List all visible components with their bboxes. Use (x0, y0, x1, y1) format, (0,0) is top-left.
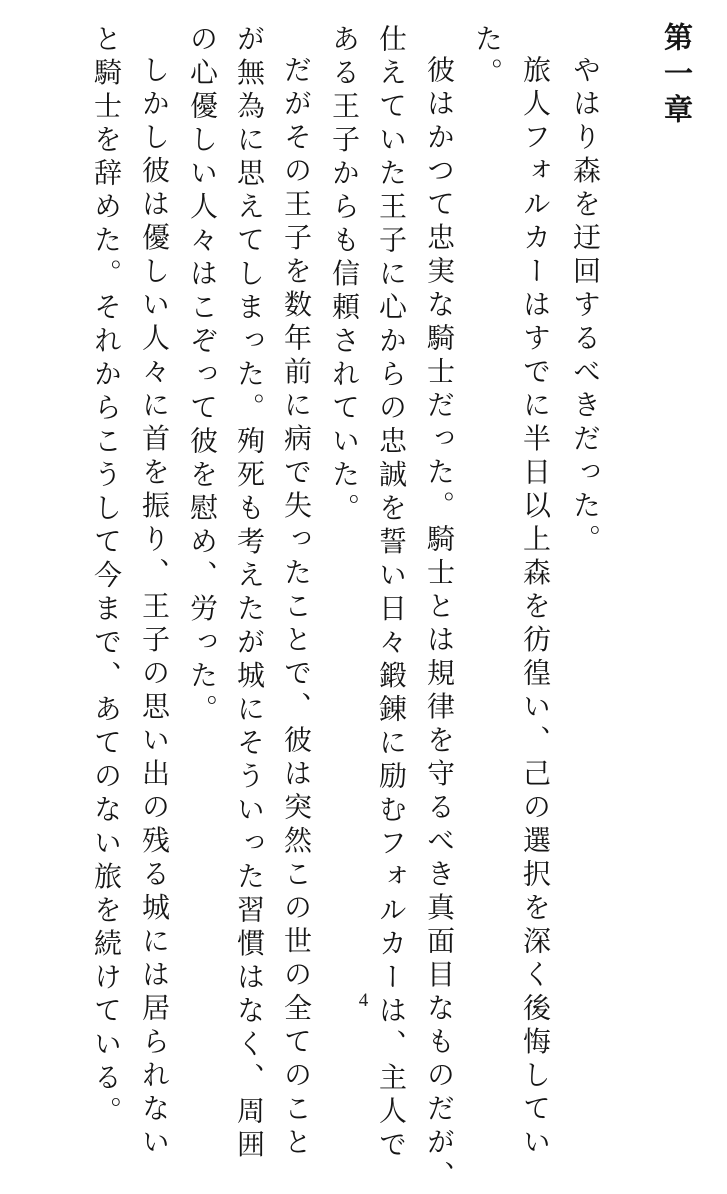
text-line-1: やはり森を迂回するべきだった。 (569, 55, 602, 558)
text-line-6: ある王子からも信頼されていた。 (328, 24, 361, 527)
text-line-9: の心優しい人々はこぞって彼を慰め、労った。 (186, 24, 219, 728)
text-line-8: が無為に思えてしまった。殉死も考えたが城にそういった習慣はなく、周囲 (233, 24, 266, 1163)
text-line-5: 仕えていた王子に心からの忠誠を誓い日々鍛錬に励むフォルカーは、主人で (375, 24, 408, 1163)
text-line-10: しかし彼は優しい人々に首を振り、王子の思い出の残る城には居られない (138, 55, 171, 1161)
text-line-11: と騎士を辞めた。それからこうして今まで、あてのない旅を続けている。 (90, 24, 123, 1130)
text-line-4: 彼はかつて忠実な騎士だった。騎士とは規律を守るべき真面目なものだが、 (423, 55, 456, 1194)
text-line-3: た。 (471, 24, 504, 91)
page-number: 4 (358, 990, 369, 1011)
text-line-7: だがその王子を数年前に病で失ったことで、彼は突然この世の全てのこと (280, 55, 313, 1161)
text-line-2: 旅人フォルカーはすでに半日以上森を彷徨い、己の選択を深く後悔してい (519, 55, 552, 1161)
chapter-title: 第一章 (660, 22, 694, 130)
